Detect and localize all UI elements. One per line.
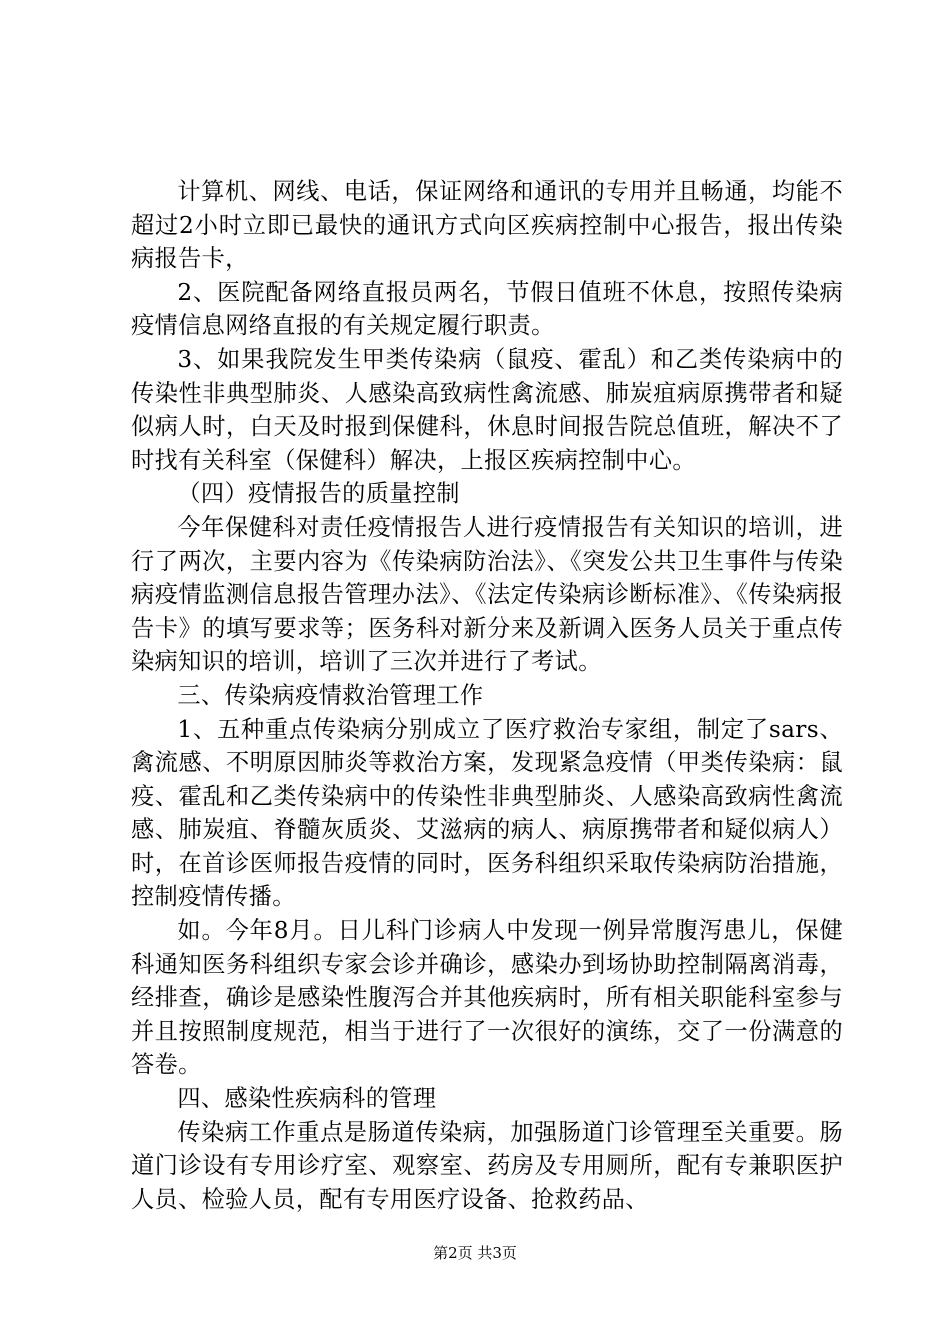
- paragraph-7: 1、五种重点传染病分别成立了医疗救治专家组，制定了sars、禽流感、不明原因肺炎等救治方案，发现紧急疫情（甲类传染病：鼠疫、霍乱和乙类传染病中的传染性非典型肺炎、人感染高致病性禽流感、肺炭疽、脊髓灰质炎、艾滋病的病人、病原携带者和疑似病人）时，在首诊医师报告疫情的同时，医务科组织采取传染病防治措施，控制疫情传播。: [131, 715, 843, 911]
- paragraph-5: 今年保健科对责任疫情报告人进行疫情报告有关知识的培训，进行了两次，主要内容为《传染病防治法》、《突发公共卫生事件与传染病疫情监测信息报告管理办法》、《法定传染病诊断标准》、《传染病报告卡》的填写要求等；医务科对新分来及新调入医务人员关于重点传染病知识的培训，培训了三次并进行了考试。: [131, 513, 843, 676]
- paragraph-8: 如。今年8月。日儿科门诊病人中发现一例异常腹泻患儿，保健科通知医务科组织专家会诊并确诊，感染办到场协助控制隔离消毒，经排查，确诊是感染性腹泻合并其他疾病时，所有相关职能科室参与并且按照制度规范，相当于进行了一次很好的演练，交了一份满意的答卷。: [131, 917, 843, 1079]
- paragraph-1: 计算机、网线、电话，保证网络和通讯的专用并且畅通，均能不超过2小时立即已最快的通讯方式向区疾病控制中心报告，报出传染病报告卡，: [131, 178, 843, 273]
- paragraph-10: 传染病工作重点是肠道传染病，加强肠道门诊管理至关重要。肠道门诊设有专用诊疗室、观察室、药房及专用厕所，配有专兼职医护人员、检验人员，配有专用医疗设备、抢救药品、: [131, 1118, 843, 1213]
- paragraph-2: 2、医院配备网络直报员两名，节假日值班不休息，按照传染病疫情信息网络直报的有关规定履行职责。: [131, 278, 843, 340]
- section-heading-infectious-dept: 四、感染性疾病科的管理: [177, 1085, 437, 1113]
- paragraph-3: 3、如果我院发生甲类传染病（鼠疫、霍乱）和乙类传染病中的传染性非典型肺炎、人感染高致病性禽流感、肺炭疽病原携带者和疑似病人时，白天及时报到保健科，休息时间报告院总值班，解决不了时找有关科室（保健科）解决，上报区疾病控制中心。: [131, 345, 843, 474]
- page-number-footer: 第2页 共3页: [433, 1244, 517, 1262]
- section-heading-treatment-management: 三、传染病疫情救治管理工作: [177, 681, 484, 709]
- document-body: [131, 175, 843, 1216]
- section-heading-quality-control: （四）疫情报告的质量控制: [177, 480, 460, 508]
